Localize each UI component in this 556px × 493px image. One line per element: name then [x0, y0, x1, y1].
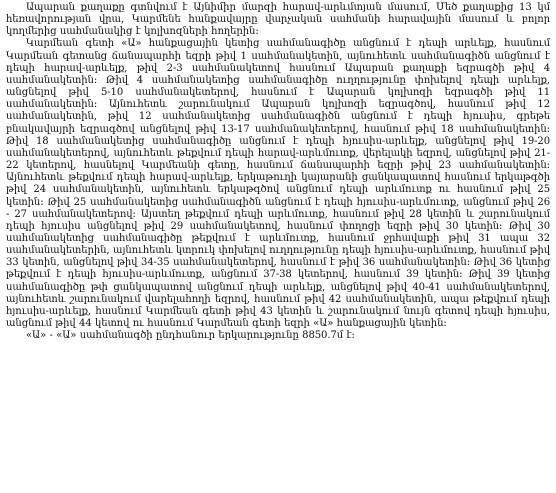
paragraph-boundary-description: Կարմեան գետի «Ա» հանքացային կետից սահմանագիծը անցնում է դեպի արևելք, հասնում Կարմեան գետանց ճանապարհի եզրի թիվ 1 սահմանակետին, այնուհետև սահմանագիծն անցնում է դեպի հարավ-արևելք, թիվ 2-3 սահմանակետով հասնում Ապարան քաղաքի եզրագծի թիվ 4 սահմանակետին։ Թիվ 4 սահմանակետից սահմանագիծը ուղղությունը փոխելով դեպի արևելք, անցնելով թիվ 5-10 սահմանակետերով, հասնում է Ապարան կոլխոզի եզրագծի թիվ 11 սահմանակետին։ Այնուհետև շարունակում Ապարան կոլխոզի եզրագծով, հասնում թիվ 12 սահմանակետին, թիվ 12 սահմանակետից սահմանագիծն անցնում է դեպի հյուսիս, գրեթե բնակավայրի եզրագծով անցնելով թիվ 13-17 սահմանակետերով, հասնում թիվ 18 սահմանակետին։ Թիվ 18 սահմանակետից սահմանագիծը անցնում է դեպի հյուսիս-արևելք, անցնելով թիվ 19-20 սահմանակետերով, այնուհետև թեքվում դեպի հարավ-արևմուտք, վերելակի եզրով, անցնելով թիվ 21-22 կետերով, հասնելով Կարմեանի գետը, հասնում ճանապարհի եզրի թիվ 23 սահմանակետին։ Այնուհետև թեքվում դեպի հարավ-արևելք, երկաթուղի կայարանի ցանկապատով հասնում երկաթգծի թիվ 24 սահմանակետին, այնուհետև երկաթգծով անցնում դեպի արևմուտք ու հասնում թիվ 25 կետին։ Թիվ 25 սահմանակետից սահմանագիծն անցնում է դեպի հյուսիս-արևմուտք, անցնում թիվ 26 - 27 սահմանակետերով։ Այստեղ թեքվում դեպի արևմուտք, հասնում թիվ 28 կետին և շարունակում դեպի հյուսիս անցնելով թիվ 29 սահմանակետով, հասնում փողոցի եզրի թիվ 30 կետին։ Թիվ 30 սահմանակետից սահմանագիծը թեքվում է արևմուտք, հասնում ջրհավաքի թիվ 31 ապա 32 սահմանակետերին, այնուհետև կտրուկ փոխելով ուղղությունը դեպի հյուսիս-արևմուտք, հասնում թիվ 33 կետին, անցնելով թիվ 34-35 սահմանակետերով, հասնում է թիվ 36 սահմանակետին։ Թիվ 36 կետից թեքվում է դեպի հյուսիս-արևմուտք, անցնում 37-38 կետերով, հասնում 39 կետին։ Թիվ 39 կետից սահմանագիծը թփ ցանկապատով անցնում դեպի արևելք, անցնելով թիվ 40-41 սահմանակետերով, այնուհետև շարունակում վարելահողի եզրով, հասնում թիվ 42 սահմանակետին, ապա թեքվում դեպի հյուսիս-արևելք, հասնում Կարմեան գետի թիվ 43 կետին և շարունակում նույն գետով դեպի հյուսիս, անցնում թիվ 44 կետով ու հասնում Կարմեան գետի եզրի «Ա» հանքացային կետին։ [6, 38, 550, 330]
document-page [6, 2, 550, 491]
paragraph-intro: Ապարան քաղաքը գտնվում է Այնիմիր մարզի հարավ-արևմտյան մասում, Մեծ քաղաքից 13 կմ հեռավորության վրա, Կարմենե հանքավայրը վարչական սահմանի հարավային մասում և բոլոր կողմերից սահմանակից է կոլխոզների հողերին։ [6, 2, 550, 38]
paragraph-total-length: «Ա» - «Ա» սահմանագծի ընդհանուր երկարությունը 8850.7մ է։ [26, 330, 355, 342]
